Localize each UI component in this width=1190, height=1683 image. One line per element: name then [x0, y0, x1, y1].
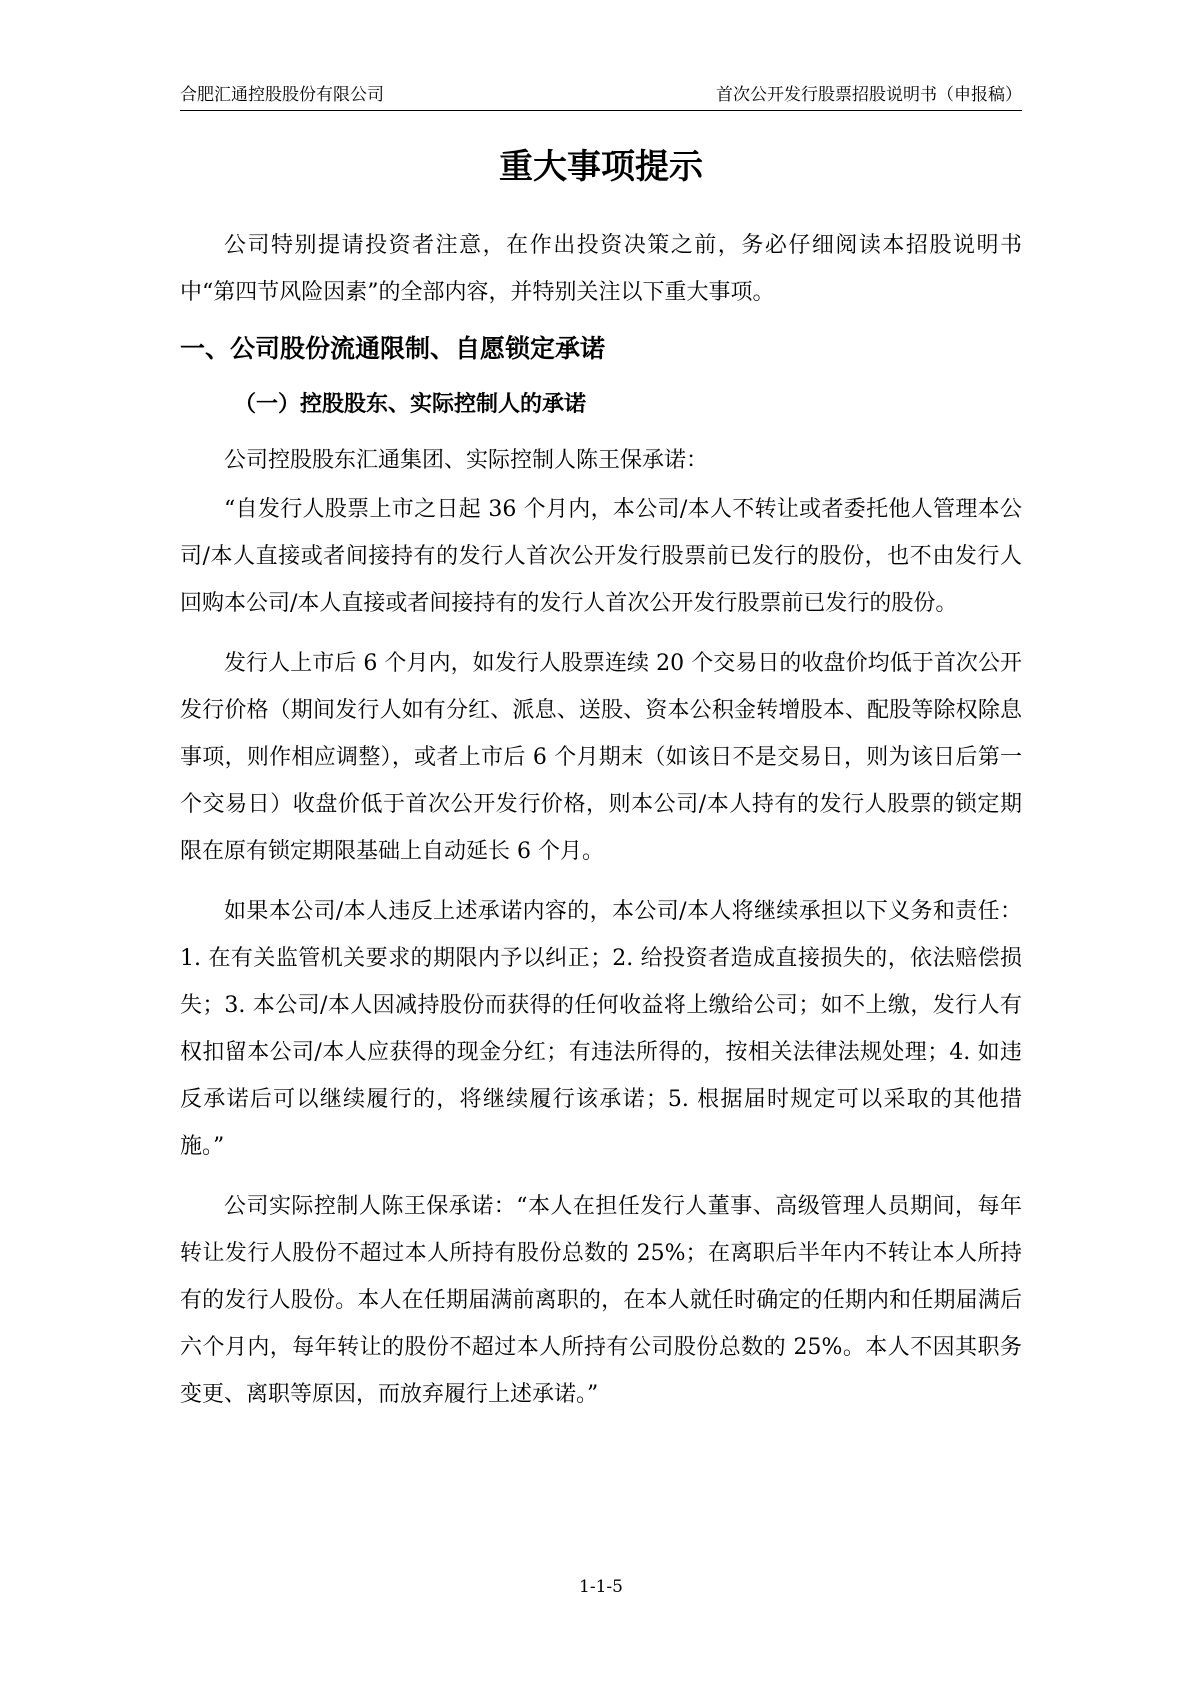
controller-commitment-paragraph: 公司实际控制人陈王保承诺：“本人在担任发行人董事、高级管理人员期间，每年转让发行人股份不超过本人所持有股份总数的 25%；在离职后半年内不转让本人所持有的发行人股份。本人在任期届满前离职的，在本人就任时确定的任期内和任期届满后六个月内，每年转让的股份不超过本人所持有公司股份总数的 25%。本人不因其职务变更、离职等原因，而放弃履行上述承诺。”: [180, 1194, 1022, 1407]
lockup-paragraph: “自发行人股票上市之日起 36 个月内，本公司/本人不转让或者委托他人管理本公司/本人直接或者间接持有的发行人首次公开发行股票前已发行的股份，也不由发行人回购本公司/本人直接或者间接持有的发行人首次公开发行股票前已发行的股份。: [180, 497, 1022, 616]
intro-paragraph: 公司特别提请投资者注意，在作出投资决策之前，务必仔细阅读本招股说明书中“第四节风险因素”的全部内容，并特别关注以下重大事项。: [180, 233, 1022, 305]
page-header: [180, 82, 1022, 111]
subsection-heading: （一）控股股东、实际控制人的承诺: [234, 392, 587, 417]
breach-liability-paragraph: 如果本公司/本人违反上述承诺内容的，本公司/本人将继续承担以下义务和责任：1. 在有关监管机关要求的期限内予以纠正；2. 给投资者造成直接损失的，依法赔偿损失；3. 本公司/本人因减持股份而获得的任何收益将上缴给公司；如不上缴，发行人有权扣留本公司/本人应获得的现金分红；有违法所得的，按相关法律法规处理；4. 如违反承诺后可以继续履行的，将继续履行该承诺；5. 根据届时规定可以采取的其他措施。”: [180, 899, 1022, 1159]
header-document-title: 首次公开发行股票招股说明书（申报稿）: [716, 85, 1022, 105]
lockup-extension-paragraph: 发行人上市后 6 个月内，如发行人股票连续 20 个交易日的收盘价均低于首次公开发行价格（期间发行人如有分红、派息、送股、资本公积金转增股本、配股等除权除息事项，则作相应调整），或者上市后 6 个月期末（如该日不是交易日，则为该日后第一个交易日）收盘价低于首次公开发行价格，则本公司/本人持有的发行人股票的锁定期限在原有锁定期限基础上自动延长 6 个月。: [180, 651, 1022, 864]
header-company-name: 合肥汇通控股股份有限公司: [180, 85, 384, 105]
section-heading: 一、公司股份流通限制、自愿锁定承诺: [180, 334, 606, 363]
page-title: 重大事项提示: [499, 147, 703, 187]
page-number: 1-1-5: [579, 1577, 623, 1597]
commitment-intro-paragraph: 公司控股股东汇通集团、实际控制人陈王保承诺：: [224, 448, 709, 473]
document-body: [180, 222, 1022, 1420]
